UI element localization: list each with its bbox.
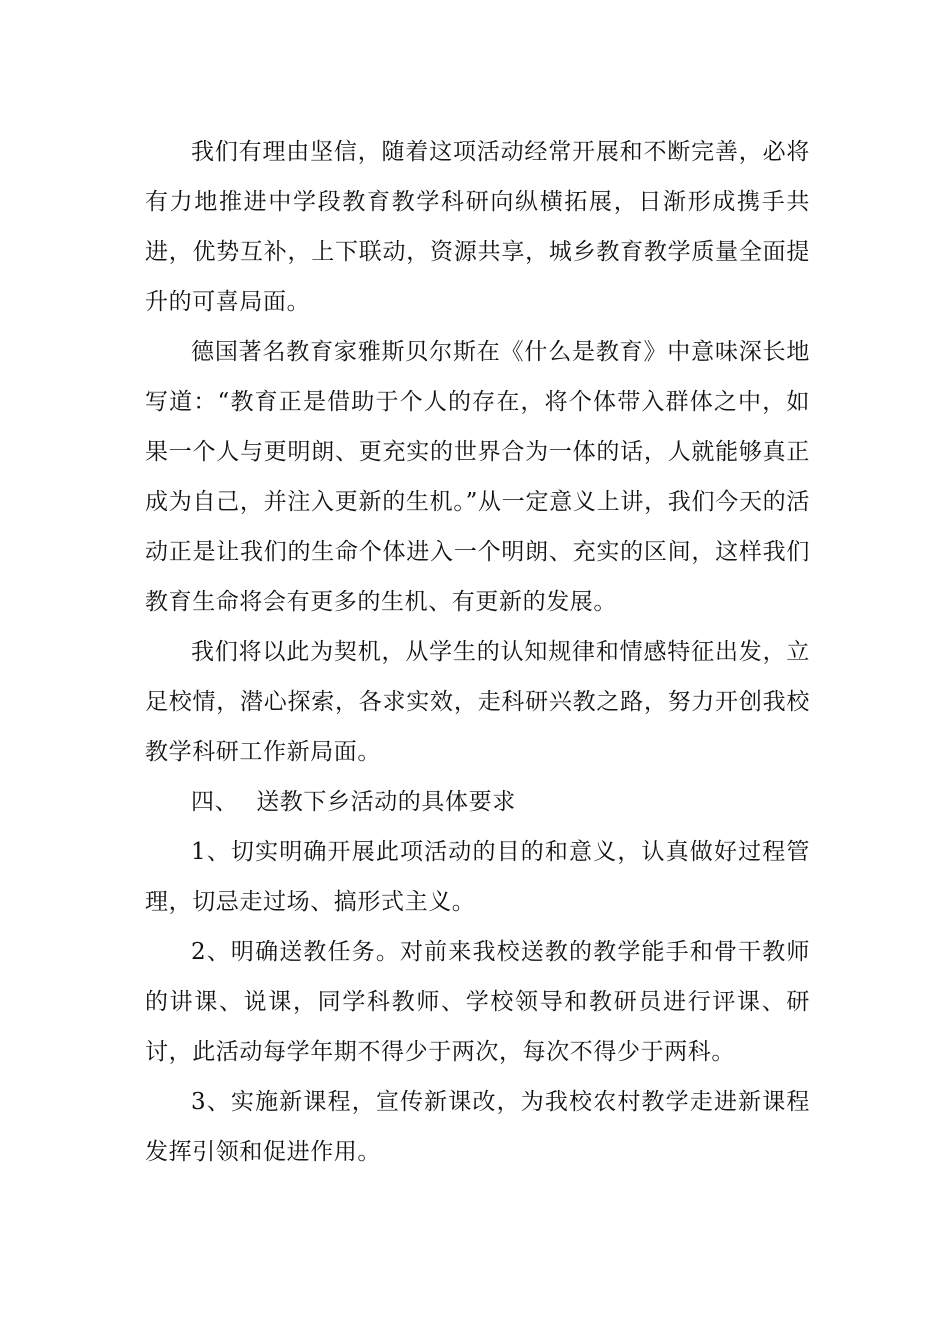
requirement-item: 1、切实明确开展此项活动的目的和意义，认真做好过程管理，切忌走过场、搞形式主义。 xyxy=(145,839,810,915)
paragraph-opportunity: 我们将以此为契机，从学生的认知规律和情感特征出发，立足校情，潜心探索，各求实效，走科研兴教之路，努力开创我校教学科研工作新局面。 xyxy=(145,639,810,765)
paragraph-conviction: 我们有理由坚信，随着这项活动经常开展和不断完善，必将有力地推进中学段教育教学科研向纵横拓展，日渐形成携手共进，优势互补，上下联动，资源共享，城乡教育教学质量全面提升的可喜局面。 xyxy=(145,139,810,315)
section-heading xyxy=(145,777,810,827)
paragraph-jaspers-quote: 德国著名教育家雅斯贝尔斯在《什么是教育》中意味深长地写道：“教育正是借助于个人的存在，将个体带入群体之中，如果一个人与更明朗、更充实的世界合为一体的话，人就能够真正成为自己，并注入更新的生机。”从一定意义上讲，我们今天的活动正是让我们的生命个体进入一个明朗、充实的区间，这样我们教育生命将会有更多的生机、有更新的发展。 xyxy=(145,339,810,615)
requirement-item: 3、实施新课程，宣传新课改，为我校农村教学走进新课程发挥引领和促进作用。 xyxy=(145,1089,810,1165)
requirement-item: 2、明确送教任务。对前来我校送教的教学能手和骨干教师的讲课、说课，同学科教师、学校领导和教研员进行评课、研讨，此活动每学年期不得少于两次，每次不得少于两科。 xyxy=(145,939,810,1065)
document-body xyxy=(145,127,810,1177)
section-heading-title: 送教下乡活动的具体要求 xyxy=(256,789,516,815)
section-heading-number: 四、 xyxy=(191,789,239,815)
